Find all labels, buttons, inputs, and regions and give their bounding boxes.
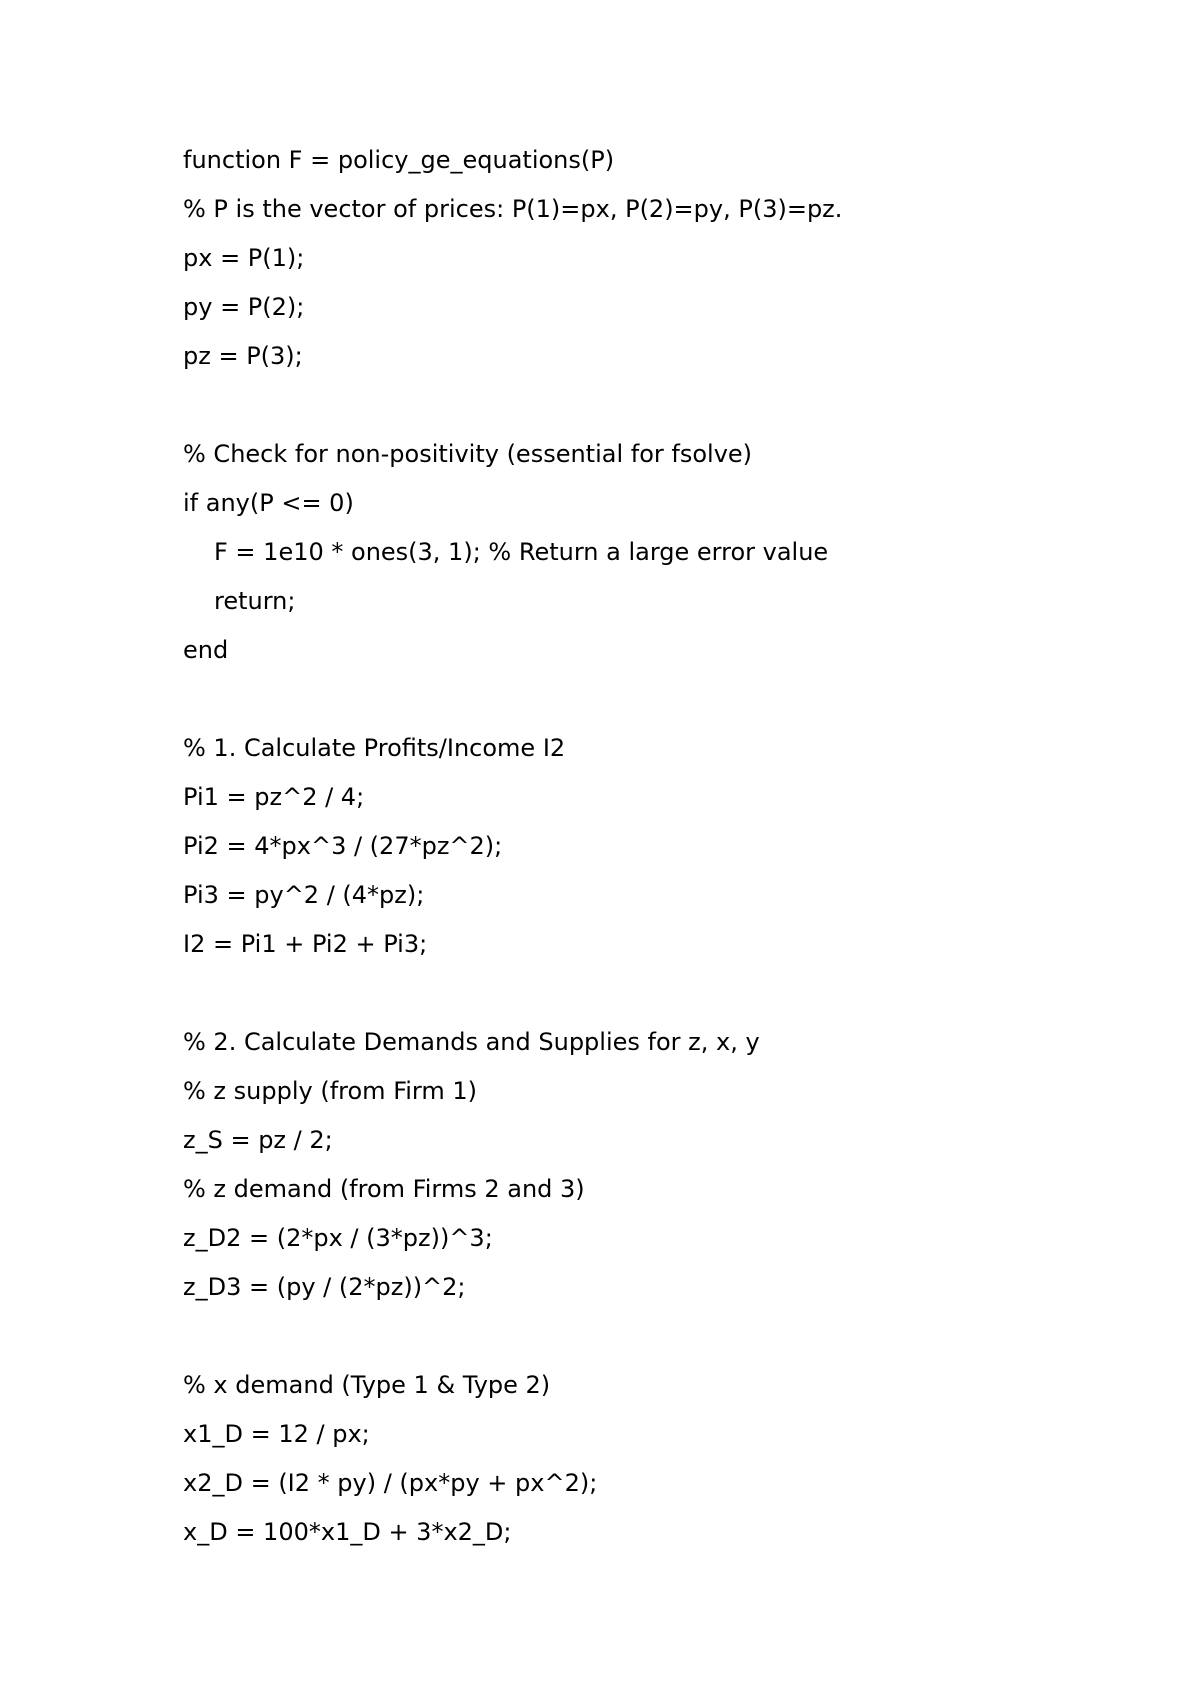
code-line: return; [214,587,296,615]
code-line: % z demand (from Firms 2 and 3) [183,1175,585,1203]
code-line: % Check for non-positivity (essential for fsolve) [183,440,753,468]
code-line: px = P(1); [183,244,305,272]
blank-line [183,385,1143,434]
code-line: x_D = 100*x1_D + 3*x2_D; [183,1518,512,1546]
code-line: Pi2 = 4*px^3 / (27*pz^2); [183,832,503,860]
code-line: end [183,636,229,664]
code-line: x2_D = (I2 * py) / (px*py + px^2); [183,1469,598,1497]
code-line: py = P(2); [183,293,305,321]
code-line: Pi3 = py^2 / (4*pz); [183,881,425,909]
code-line: if any(P <= 0) [183,489,354,517]
blank-line [183,1316,1143,1365]
blank-line [183,973,1143,1022]
code-line: % P is the vector of prices: P(1)=px, P(2)=py, P(3)=pz. [183,195,843,223]
code-line: pz = P(3); [183,342,303,370]
code-block [183,140,1143,1561]
code-line: z_D3 = (py / (2*pz))^2; [183,1273,466,1301]
blank-line [183,679,1143,728]
code-line: % 2. Calculate Demands and Supplies for z, x, y [183,1028,760,1056]
code-line: x1_D = 12 / px; [183,1420,370,1448]
code-line: z_D2 = (2*px / (3*pz))^3; [183,1224,493,1252]
code-line: function F = policy_ge_equations(P) [183,146,615,174]
code-line: F = 1e10 * ones(3, 1); % Return a large error value [214,538,829,566]
code-line: % z supply (from Firm 1) [183,1077,477,1105]
code-line: z_S = pz / 2; [183,1126,333,1154]
code-line: Pi1 = pz^2 / 4; [183,783,365,811]
code-line: I2 = Pi1 + Pi2 + Pi3; [183,930,428,958]
code-line: % x demand (Type 1 & Type 2) [183,1371,551,1399]
code-line: % 1. Calculate Profits/Income I2 [183,734,566,762]
